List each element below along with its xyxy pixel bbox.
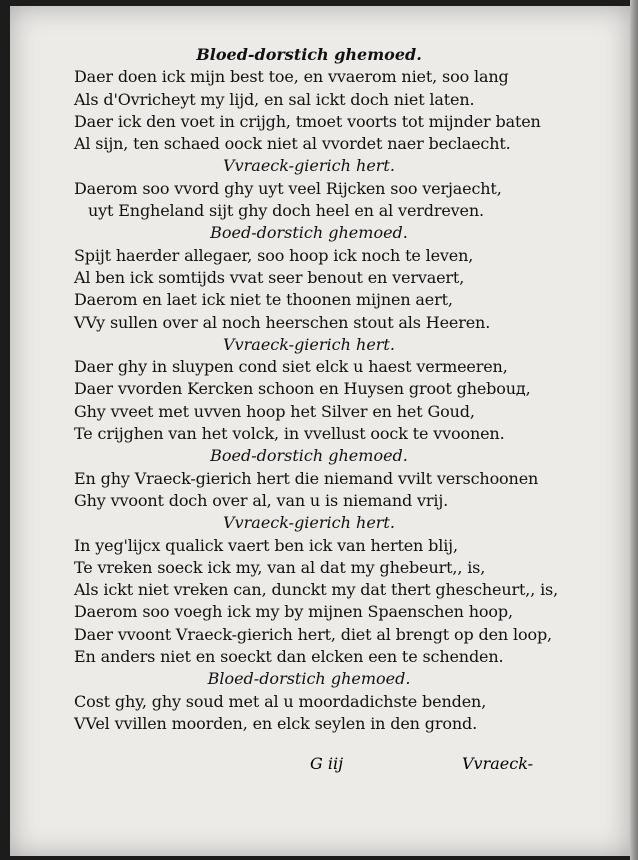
speaker-heading: Bloed-dorstich ghemoed. (196, 45, 422, 64)
verse-line: Daerom soo vvord ghy uyt veel Rijcken soo verjaecht, (74, 178, 502, 198)
speaker-heading: Vvraeck-gierich hert. (223, 156, 395, 176)
verse-line: Daer ick den voet in crijgh, tmoet voorts tot mijnder baten (74, 111, 541, 131)
verse-line: Ghy vvoont doch over al, van u is niemand vrij. (74, 490, 449, 510)
catchword: Vvraeck- (462, 754, 534, 773)
verse-line: Ghy vveet met uvven hoop het Silver en het Goud, (74, 401, 475, 421)
verse-line: Cost ghy, ghy soud met al u moordadichste benden, (74, 691, 487, 711)
verse-line: Te crijghen van het volck, in vvellust oock te vvoonen. (74, 424, 505, 444)
speaker-heading: Boed-dorstich ghemoed. (210, 446, 408, 466)
verse-line: Daer vvorden Kercken schoon en Huysen groot ghebouд, (74, 379, 531, 399)
verse-line: Daer ghy in sluypen cond siet elck u haest vermeeren, (74, 357, 508, 377)
verse-line: Als d'Ovricheyt my lijd, en sal ickt doch niet laten. (74, 89, 475, 109)
verse-line: Al sijn, ten schaed oock niet al vvordet naer beclaecht. (74, 134, 511, 154)
verse-line: In yeg'lijcx qualick vaert ben ick van herten blij, (74, 535, 458, 555)
verse-line: Daer doen ick mijn best toe, en vvaerom niet, soo lang (74, 67, 509, 87)
verse-line: VVel vvillen moorden, en elck seylen in den grond. (74, 713, 478, 733)
speaker-heading: Vvraeck-gierich hert. (223, 513, 395, 533)
verse-line: Daerom soo voegh ick my by mijnen Spaenschen hoop, (74, 602, 513, 622)
page-footer (74, 754, 544, 778)
speaker-heading: Bloed-dorstich ghemoed. (207, 669, 411, 689)
verse-line: Al ben ick somtijds vvat seer benout en vervaert, (74, 267, 465, 287)
verse-line: En ghy Vraeck-gierich hert die niemand vvilt verschoonen (74, 468, 539, 488)
verse-line: Daer vvoont Vraeck-gierich hert, diet al brengt op den loop, (74, 624, 552, 644)
next-page-edge (630, 0, 638, 860)
speaker-heading: Vvraeck-gierich hert. (223, 334, 395, 354)
book-page (10, 6, 630, 856)
signature-mark: G iij (310, 754, 344, 773)
verse-line: En anders niet en soeckt dan elcken een te schenden. (74, 647, 504, 667)
page-text (74, 44, 559, 735)
verse-line: Daerom en laet ick niet te thoonen mijnen aert, (74, 290, 453, 310)
verse-line: uyt Engheland sijt ghy doch heel en al verdreven. (88, 201, 484, 221)
verse-line: Als ickt niet vreken can, dunckt my dat thert ghescheurt,, is, (74, 580, 559, 600)
verse-line: VVy sullen over al noch heerschen stout als Heeren. (74, 312, 491, 332)
verse-line: Te vreken soeck ick my, van al dat my ghebeurt,, is, (74, 557, 486, 577)
speaker-heading: Boed-dorstich ghemoed. (210, 223, 408, 243)
verse-line: Spijt haerder allegaer, soo hoop ick noch te leven, (74, 245, 474, 265)
